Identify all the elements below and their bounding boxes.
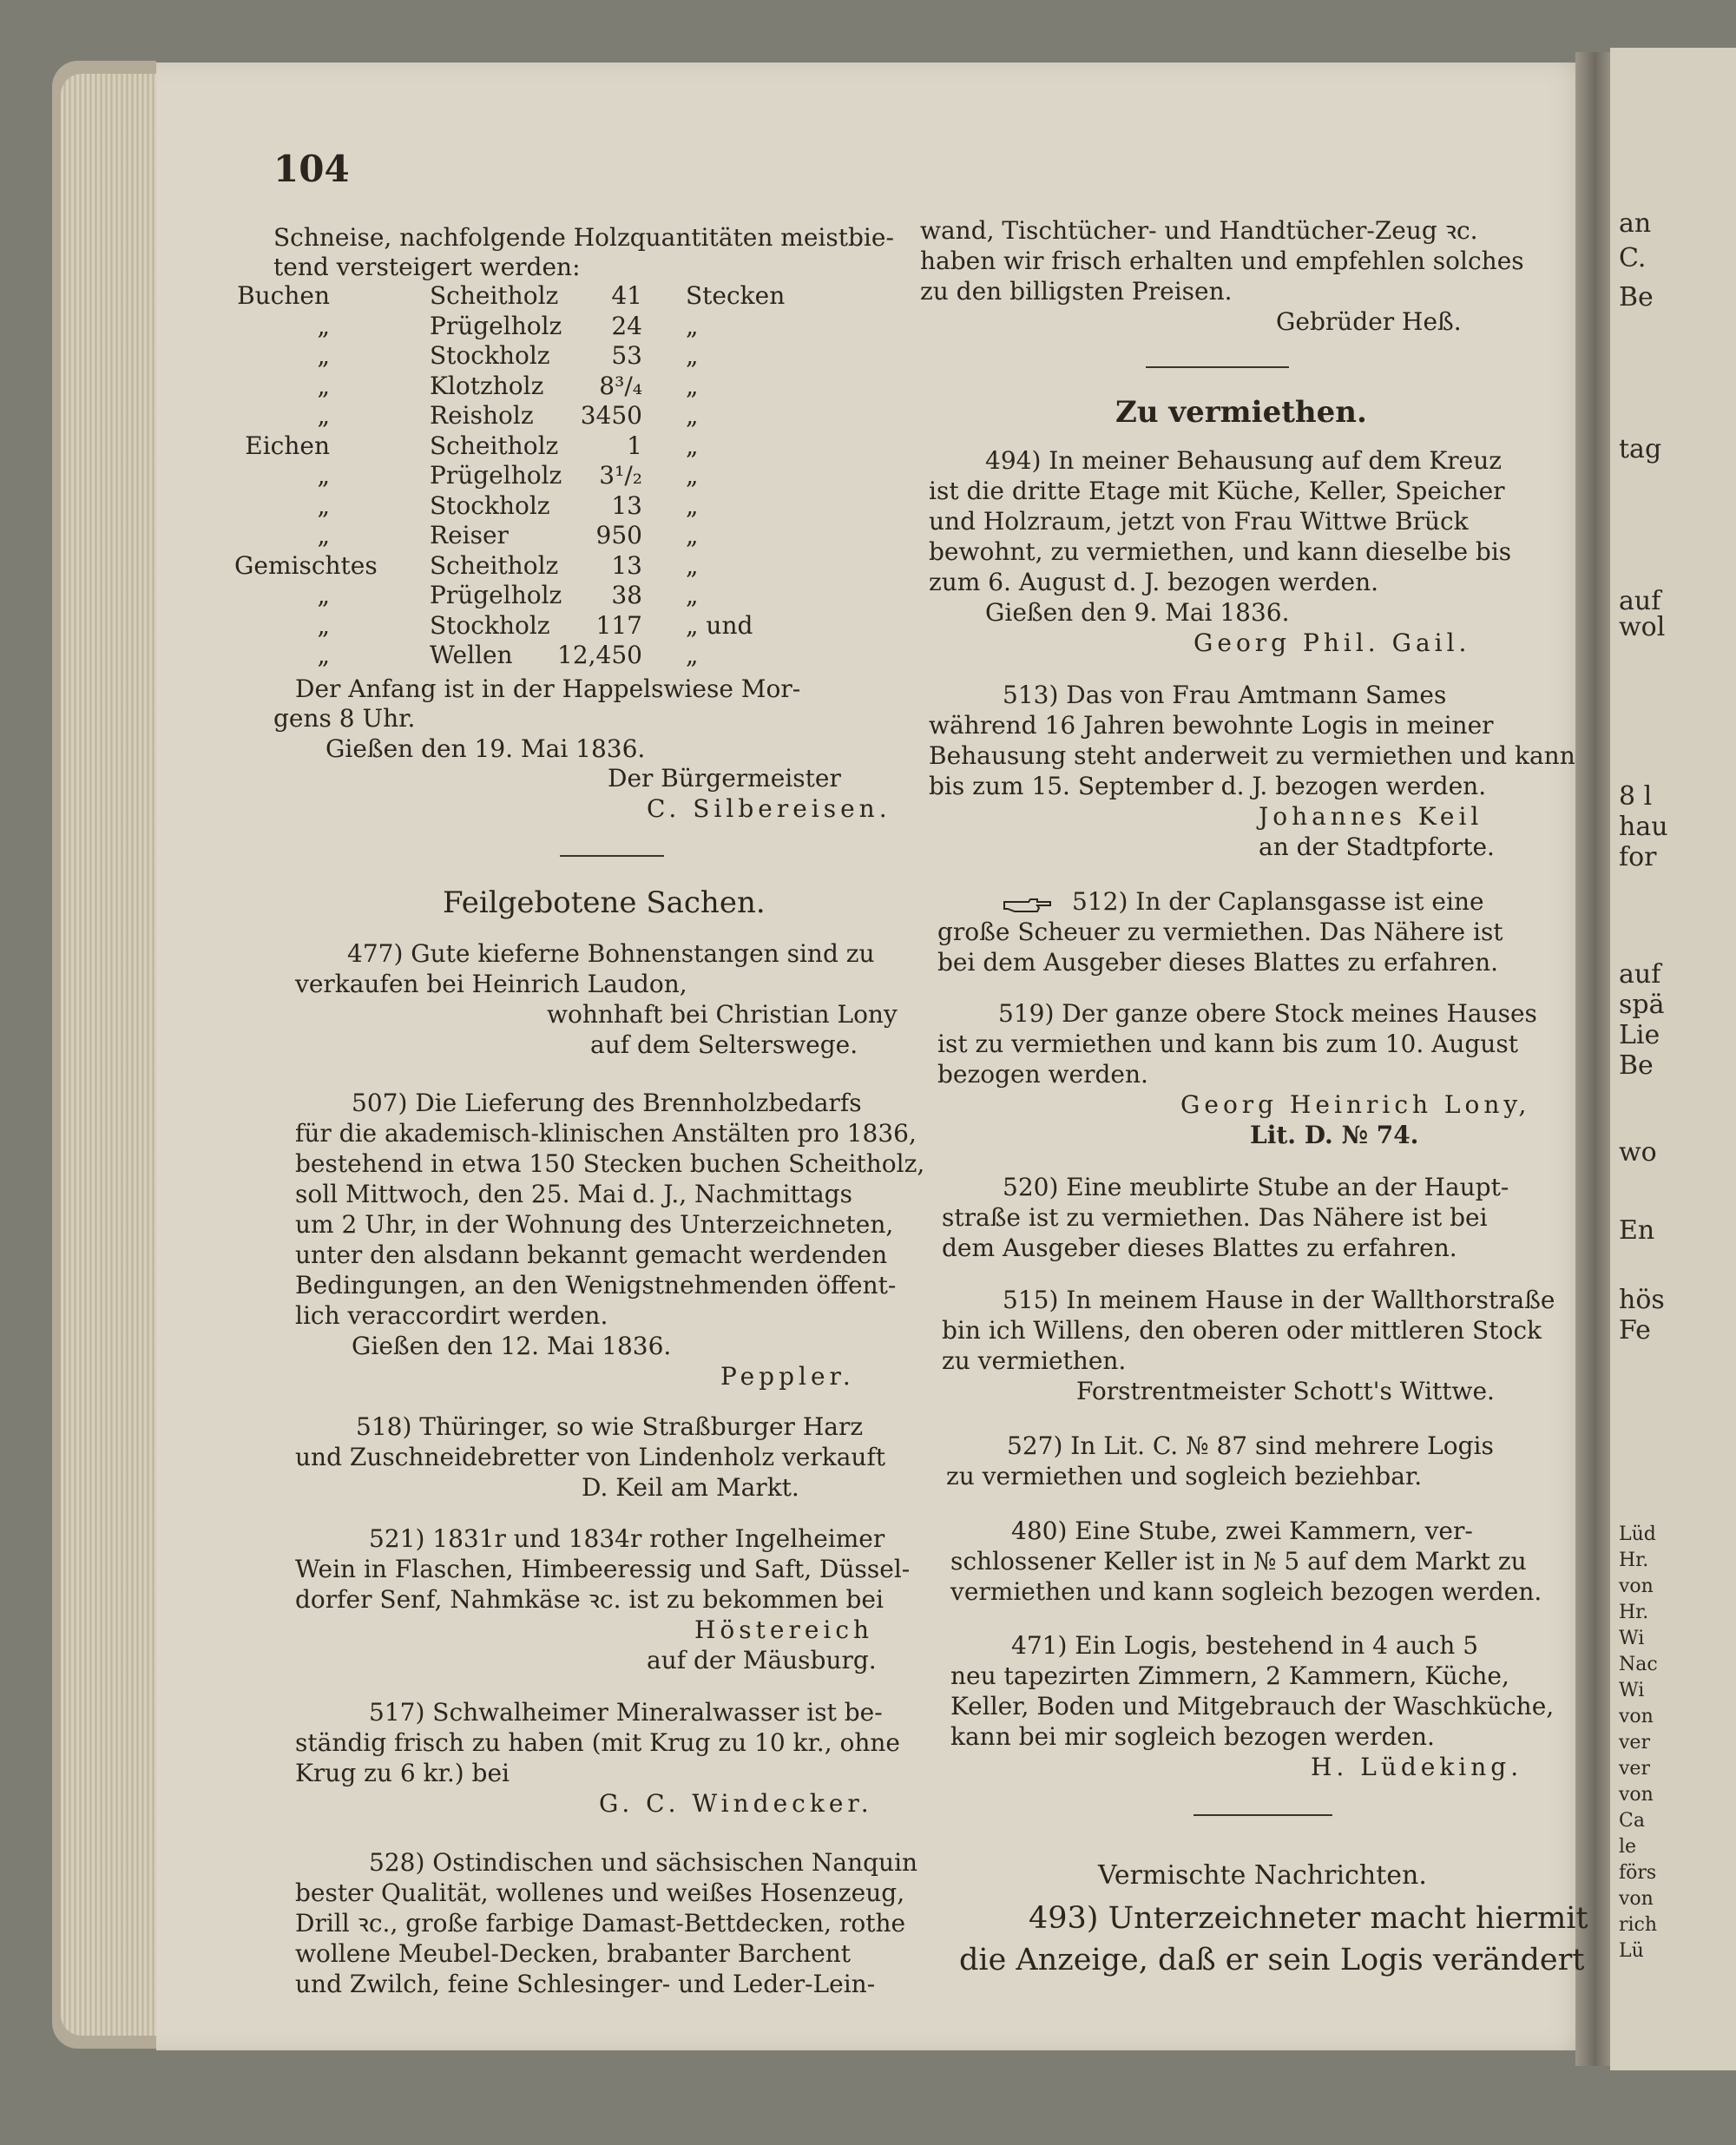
wood-table-cell-type: Reiser bbox=[430, 521, 509, 549]
ad-line: ständig frisch zu haben (mit Krug zu 10 kr., ohne bbox=[295, 1728, 901, 1757]
pointing-hand-icon bbox=[1003, 894, 1053, 917]
ad-line: bei dem Ausgeber dieses Blattes zu erfahren. bbox=[937, 948, 1499, 977]
wood-table-cell-group: „ bbox=[317, 610, 330, 640]
ad-line: und Zuschneidebretter von Lindenholz verkauft bbox=[295, 1443, 886, 1471]
ad-line: 518) Thüringer, so wie Straßburger Harz bbox=[356, 1412, 864, 1441]
book-gutter bbox=[1575, 52, 1614, 2066]
next-page-fragment: hau bbox=[1619, 812, 1668, 842]
next-page-fragment: Wi bbox=[1619, 1628, 1645, 1649]
separator-rule bbox=[1194, 1814, 1332, 1816]
separator-rule bbox=[1146, 366, 1289, 368]
next-page-fragment: 8 l bbox=[1619, 781, 1653, 812]
next-page-fragment: C. bbox=[1619, 243, 1647, 273]
ad-line: lich veraccordirt werden. bbox=[295, 1301, 608, 1330]
wood-table-cell-qty: 38 bbox=[611, 581, 642, 609]
wood-table-cell-group: „ bbox=[317, 461, 330, 490]
wood-table-cell-type: Klotzholz bbox=[430, 371, 544, 400]
ad-line: und Holzraum, jetzt von Frau Wittwe Brück bbox=[929, 507, 1469, 536]
ad-line: 513) Das von Frau Amtmann Sames bbox=[1003, 681, 1447, 709]
next-page-fragment: auf bbox=[1619, 959, 1661, 990]
wood-table-cell-qty: 950 bbox=[595, 521, 642, 549]
ad-line: dem Ausgeber dieses Blattes zu erfahren. bbox=[942, 1234, 1457, 1262]
wood-table-cell-qty: 13 bbox=[611, 550, 642, 580]
ad-line: während 16 Jahren bewohnte Logis in meiner bbox=[929, 711, 1494, 740]
ad-line: bis zum 15. September d. J. bezogen werden. bbox=[929, 772, 1487, 800]
wood-table-cell-qty: 117 bbox=[595, 610, 642, 640]
wood-table-cell-group: „ bbox=[317, 490, 330, 520]
wood-table-cell-group: „ bbox=[317, 311, 330, 340]
ad-line: wollene Meubel-Decken, brabanter Barchent bbox=[295, 1939, 852, 1968]
wood-table-cell-unit: „ bbox=[686, 461, 699, 490]
wood-table-cell-type: Prügelholz bbox=[430, 461, 562, 490]
signature-line: Gebrüder Heß. bbox=[1276, 307, 1462, 336]
ad-line: bestehend in etwa 150 Stecken buchen Scheitholz, bbox=[295, 1149, 925, 1178]
ad-line: ist die dritte Etage mit Küche, Keller, Speicher bbox=[929, 477, 1505, 505]
ad-line: zu vermiethen. bbox=[942, 1346, 1127, 1375]
wood-table-cell-group: „ bbox=[317, 371, 330, 400]
ad-line: soll Mittwoch, den 25. Mai d. J., Nachmittags bbox=[295, 1180, 852, 1208]
ad-line: große Scheuer zu vermiethen. Das Nähere ist bbox=[937, 918, 1503, 946]
next-page-fragment: ver bbox=[1619, 1732, 1650, 1754]
ad-line: 527) In Lit. C. № 87 sind mehrere Logis bbox=[1007, 1431, 1494, 1460]
next-page-fragment: tag bbox=[1619, 434, 1662, 464]
ad-line: Peppler. bbox=[720, 1362, 855, 1391]
ad-line: Drill ꝛc., große farbige Damast-Bettdecken, rothe bbox=[295, 1909, 906, 1938]
wood-table-cell-group: „ bbox=[317, 641, 330, 669]
ad-line: Georg Heinrich Lony, bbox=[1180, 1090, 1531, 1119]
wood-table-cell-type: Scheitholz bbox=[430, 550, 559, 580]
ad-line: Gießen den 12. Mai 1836. bbox=[352, 1332, 672, 1360]
ad-line: auf der Mäusburg. bbox=[647, 1646, 877, 1675]
next-page-fragment: wol bbox=[1619, 612, 1666, 642]
ad-line: Lit. D. № 74. bbox=[1250, 1121, 1419, 1149]
ad-line: neu tapezirten Zimmern, 2 Kammern, Küche, bbox=[950, 1661, 1509, 1690]
text-line: tend versteigert werden: bbox=[273, 253, 581, 281]
wood-table-cell-type: Stockholz bbox=[430, 341, 550, 370]
ad-line: schlossener Keller ist in № 5 auf dem Markt zu bbox=[950, 1547, 1527, 1576]
ad-line: Höstereich bbox=[694, 1615, 874, 1644]
next-page-fragment: Lüd bbox=[1619, 1523, 1656, 1545]
next-page-fragment: hös bbox=[1619, 1285, 1665, 1315]
wood-table-cell-unit: „ bbox=[686, 401, 699, 430]
ad-line: 517) Schwalheimer Mineralwasser ist be- bbox=[369, 1698, 883, 1727]
ad-line: Forstrentmeister Schott's Wittwe. bbox=[1076, 1377, 1495, 1405]
ad-line: Gießen den 9. Mai 1836. bbox=[985, 598, 1290, 627]
ad-line: unter den alsdann bekannt gemacht werdenden bbox=[295, 1240, 888, 1269]
ad-line: an der Stadtpforte. bbox=[1259, 832, 1495, 861]
wood-table-cell-qty: 53 bbox=[611, 341, 642, 370]
wood-table-cell-type: Prügelholz bbox=[430, 581, 562, 609]
wood-table-cell-qty: 24 bbox=[611, 311, 642, 340]
ad-line: um 2 Uhr, in der Wohnung des Unterzeichneten, bbox=[295, 1210, 894, 1239]
wood-table-cell-unit: „ bbox=[686, 431, 699, 460]
text-line: zu den billigsten Preisen. bbox=[920, 277, 1233, 306]
next-page-fragment: for bbox=[1619, 842, 1657, 872]
wood-table-cell-unit: „ bbox=[686, 490, 699, 520]
wood-table-cell-unit: „ bbox=[686, 521, 699, 549]
ad-line: ist zu vermiethen und kann bis zum 10. August bbox=[937, 1030, 1518, 1058]
wood-table-cell-group: „ bbox=[317, 401, 330, 430]
separator-rule bbox=[560, 855, 664, 857]
signature-line: Der Bürgermeister bbox=[608, 764, 841, 793]
ad-line: Wein in Flaschen, Himbeeressig und Saft, Düssel- bbox=[295, 1555, 911, 1583]
next-page-fragment: Ca bbox=[1619, 1810, 1645, 1832]
wood-table-cell-qty: 12,450 bbox=[557, 641, 642, 669]
ad-line: 521) 1831r und 1834r rother Ingelheimer bbox=[369, 1524, 885, 1553]
next-page-fragment: le bbox=[1619, 1836, 1637, 1858]
wood-table-cell-group: Eichen bbox=[245, 431, 330, 460]
wood-table-cell-unit: „ bbox=[686, 641, 699, 669]
ad-line: für die akademisch-klinischen Anstälten pro 1836, bbox=[295, 1119, 917, 1148]
next-page-fragment: Wi bbox=[1619, 1680, 1645, 1701]
next-page-fragment: Be bbox=[1619, 1050, 1654, 1081]
next-page-fragment: ver bbox=[1619, 1758, 1650, 1780]
ad-line: 471) Ein Logis, bestehend in 4 auch 5 bbox=[1011, 1631, 1479, 1660]
wood-table-cell-group: „ bbox=[317, 581, 330, 609]
ad-line: und Zwilch, feine Schlesinger- und Leder-Lein- bbox=[295, 1970, 876, 1998]
next-page-fragment: Hr. bbox=[1619, 1602, 1649, 1623]
wood-table-cell-unit: „ und bbox=[686, 610, 753, 640]
wood-table-cell-type: Wellen bbox=[430, 641, 513, 669]
ad-line: die Anzeige, daß er sein Logis verändert bbox=[959, 1943, 1585, 1977]
ad-line: kann bei mir sogleich bezogen werden. bbox=[950, 1722, 1435, 1751]
wood-table-cell-unit: „ bbox=[686, 581, 699, 609]
wood-table-cell-qty: 13 bbox=[611, 490, 642, 520]
text-line: haben wir frisch erhalten und empfehlen solches bbox=[920, 247, 1524, 275]
wood-table-cell-qty: 3¹/₂ bbox=[599, 461, 642, 490]
wood-table-cell-unit: „ bbox=[686, 341, 699, 370]
text-line: Der Anfang ist in der Happelswiese Mor- bbox=[295, 674, 801, 703]
ad-line: Behausung steht anderweit zu vermiethen und kann bbox=[929, 741, 1575, 770]
wood-table-cell-qty: 41 bbox=[611, 281, 642, 310]
next-page-fragment: Nac bbox=[1619, 1654, 1658, 1675]
ad-line: bin ich Willens, den oberen oder mittleren Stock bbox=[942, 1316, 1542, 1345]
wood-table-cell-type: Stockholz bbox=[430, 490, 550, 520]
ad-line: H. Lüdeking. bbox=[1311, 1753, 1523, 1781]
next-page-fragment: wo bbox=[1619, 1137, 1657, 1168]
page-number: 104 bbox=[273, 148, 350, 190]
ad-line: Krug zu 6 kr.) bei bbox=[295, 1759, 510, 1787]
wood-table-cell-group: Gemischtes bbox=[234, 550, 378, 580]
wood-table-cell-type: Scheitholz bbox=[430, 281, 559, 310]
next-page-fragment: förs bbox=[1619, 1862, 1657, 1884]
wood-table-cell-group: Buchen bbox=[237, 281, 330, 310]
next-page-fragment: auf bbox=[1619, 586, 1661, 616]
ad-line: 528) Ostindischen und sächsischen Nanquin bbox=[369, 1848, 918, 1877]
ad-line: zu vermiethen und sogleich beziehbar. bbox=[946, 1462, 1423, 1490]
wood-table-cell-unit: „ bbox=[686, 371, 699, 400]
next-page-edge bbox=[1610, 48, 1736, 2070]
next-page-fragment: Lie bbox=[1619, 1020, 1660, 1050]
ad-line: 519) Der ganze obere Stock meines Hauses bbox=[998, 999, 1537, 1028]
wood-table-cell-qty: 8³/₄ bbox=[599, 371, 642, 400]
wood-table-cell-group: „ bbox=[317, 341, 330, 370]
ad-line: D. Keil am Markt. bbox=[582, 1473, 799, 1502]
next-page-fragment: Hr. bbox=[1619, 1550, 1649, 1571]
ad-line: verkaufen bei Heinrich Laudon, bbox=[295, 970, 687, 998]
ad-line: bezogen werden. bbox=[937, 1060, 1148, 1089]
text-line: Schneise, nachfolgende Holzquantitäten meistbie- bbox=[273, 223, 894, 252]
ad-line: 480) Eine Stube, zwei Kammern, ver- bbox=[1011, 1517, 1473, 1545]
ad-line: zum 6. August d. J. bezogen werden. bbox=[929, 568, 1379, 596]
wood-table-cell-group: „ bbox=[317, 521, 330, 549]
ad-line: wohnhaft bei Christian Lony bbox=[547, 1000, 898, 1029]
ad-line: 477) Gute kieferne Bohnenstangen sind zu bbox=[347, 939, 875, 968]
ad-line: Johannes Keil bbox=[1259, 802, 1483, 831]
ad-line: vermiethen und kann sogleich bezogen werden. bbox=[950, 1577, 1542, 1606]
next-page-fragment: Be bbox=[1619, 282, 1654, 313]
ad-line: Keller, Boden und Mitgebrauch der Waschküche, bbox=[950, 1692, 1555, 1721]
wood-table-cell-unit: Stecken bbox=[686, 281, 786, 310]
ad-line: straße ist zu vermiethen. Das Nähere ist bei bbox=[942, 1203, 1488, 1232]
next-page-fragment: von bbox=[1619, 1888, 1654, 1910]
ad-line: bewohnt, zu vermiethen, und kann dieselbe bis bbox=[929, 537, 1512, 566]
ad-line: bester Qualität, wollenes und weißes Hosenzeug, bbox=[295, 1879, 905, 1907]
next-page-fragment: von bbox=[1619, 1576, 1654, 1597]
wood-table-cell-unit: „ bbox=[686, 550, 699, 580]
ad-line: 515) In meinem Hause in der Wallthorstraße bbox=[1003, 1286, 1555, 1314]
signature-line: C. Silbereisen. bbox=[647, 794, 891, 823]
wood-table-cell-qty: 1 bbox=[627, 431, 642, 460]
wood-table-cell-type: Prügelholz bbox=[430, 311, 562, 340]
text-line: wand, Tischtücher- und Handtücher-Zeug ꝛc. bbox=[920, 216, 1478, 245]
ad-line: Bedingungen, an den Wenigstnehmenden öffent- bbox=[295, 1271, 897, 1300]
ad-line: 493) Unterzeichneter macht hiermit bbox=[1029, 1901, 1588, 1936]
ad-line: 520) Eine meublirte Stube an der Haupt- bbox=[1003, 1173, 1509, 1201]
next-page-fragment: an bbox=[1619, 208, 1652, 239]
text-line: Gießen den 19. Mai 1836. bbox=[326, 734, 646, 763]
ad-line: 494) In meiner Behausung auf dem Kreuz bbox=[985, 446, 1502, 475]
ad-line: G. C. Windecker. bbox=[599, 1789, 873, 1818]
wood-table-cell-type: Stockholz bbox=[430, 610, 550, 640]
wood-table-cell-type: Scheitholz bbox=[430, 431, 559, 460]
ad-line: Georg Phil. Gail. bbox=[1194, 628, 1471, 657]
section-heading: Feilgebotene Sachen. bbox=[443, 885, 766, 920]
next-page-fragment: spä bbox=[1619, 990, 1665, 1020]
next-page-fragment: Lü bbox=[1619, 1940, 1644, 1962]
next-page-fragment: Fe bbox=[1619, 1315, 1651, 1346]
section-heading: Vermischte Nachrichten. bbox=[1098, 1860, 1427, 1891]
wood-table-cell-type: Reisholz bbox=[430, 401, 534, 430]
wood-table-cell-unit: „ bbox=[686, 311, 699, 340]
next-page-fragment: von bbox=[1619, 1706, 1654, 1727]
next-page-fragment: rich bbox=[1619, 1914, 1658, 1936]
section-heading: Zu vermiethen. bbox=[1115, 395, 1367, 430]
ad-line: 512) In der Caplansgasse ist eine bbox=[1072, 887, 1484, 916]
next-page-fragment: von bbox=[1619, 1784, 1654, 1806]
ad-line: dorfer Senf, Nahmkäse ꝛc. ist zu bekommen bei bbox=[295, 1585, 884, 1614]
ad-line: auf dem Selterswege. bbox=[590, 1030, 858, 1059]
ad-line: 507) Die Lieferung des Brennholzbedarfs bbox=[352, 1089, 862, 1117]
next-page-fragment: En bbox=[1619, 1215, 1655, 1246]
text-line: gens 8 Uhr. bbox=[273, 704, 416, 733]
wood-table-cell-qty: 3450 bbox=[580, 401, 642, 430]
